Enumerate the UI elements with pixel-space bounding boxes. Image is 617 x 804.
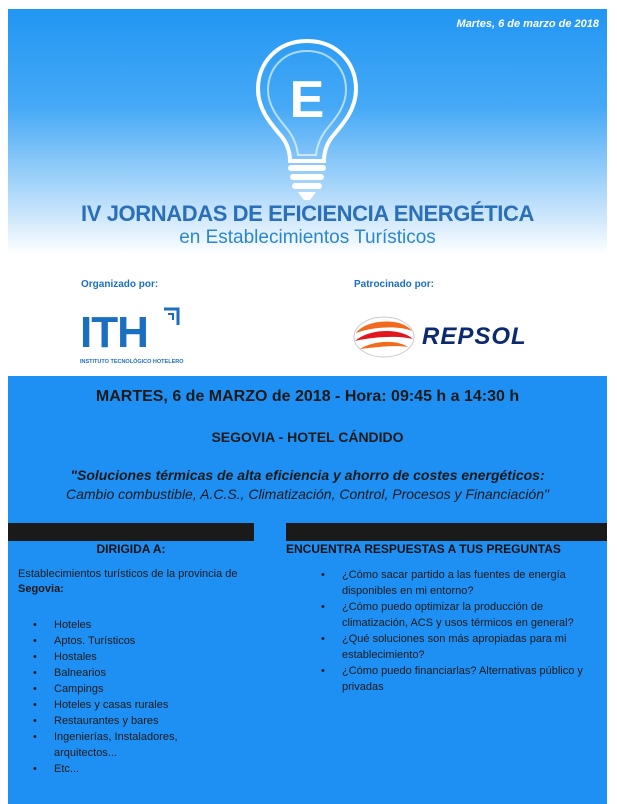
questions-heading: ENCUENTRA RESPUESTAS A TUS PREGUNTAS — [286, 541, 607, 557]
event-title: IV JORNADAS DE EFICIENCIA ENERGÉTICA — [81, 201, 534, 226]
organized-by-label: Organizado por: — [81, 279, 159, 290]
list-item: • Hostales — [30, 649, 230, 665]
ith-logo-mark — [158, 307, 182, 331]
ith-logo — [80, 307, 190, 367]
list-item: • Balnearios — [30, 665, 230, 681]
event-topic-line1: "Soluciones térmicas de alta eficiencia y ahorro de costes energéticos: — [70, 467, 545, 483]
event-subtitle: en Establecimientos Turísticos — [179, 227, 436, 248]
list-item: • Etc... — [30, 761, 230, 777]
list-item: • Aptos. Turísticos — [30, 633, 230, 649]
question-item: • ¿Cómo puedo optimizar la producción de climatización, ACS y usos térmicos en general? — [318, 599, 606, 631]
sponsors-section — [8, 255, 607, 376]
repsol-logo-icon — [352, 315, 416, 359]
list-item: • Hoteles y casas rurales — [30, 697, 230, 713]
hero-banner — [8, 9, 607, 255]
ith-logo-subtext: INSTITUTO TECNOLÓGICO HOTELERO — [80, 359, 184, 365]
question-item: • ¿Cómo sacar partido a las fuentes de energía disponibles en mi entorno? — [318, 567, 606, 599]
bulb-letter: E — [289, 71, 325, 129]
header-date: Martes, 6 de marzo de 2018 — [456, 18, 599, 30]
questions-header — [286, 523, 607, 557]
list-item: • Hoteles — [30, 617, 230, 633]
target-audience-intro — [18, 567, 248, 597]
question-item: • ¿Cómo puedo financiarlas? Alternativas público y privadas — [318, 663, 606, 695]
ith-logo-text: ITH — [80, 308, 148, 357]
repsol-logo-text: REPSOL — [422, 323, 527, 350]
list-item: • Campings — [30, 681, 230, 697]
event-location: SEGOVIA - HOTEL CÁNDIDO — [211, 429, 404, 445]
event-datetime: MARTES, 6 de MARZO de 2018 - Hora: 09:45 h a 14:30 h — [95, 388, 520, 405]
question-item: • ¿Qué soluciones son más apropiadas para mi establecimiento? — [318, 631, 606, 663]
list-item: • Ingenierías, Instaladores, arquitectos... — [30, 729, 230, 761]
target-audience-heading: DIRIGIDA A: — [8, 541, 254, 557]
target-audience-list — [30, 617, 230, 777]
target-audience-header — [8, 523, 254, 557]
event-flyer — [8, 9, 607, 804]
event-topic-line2: Cambio combustible, A.C.S., Climatización, Control, Procesos y Financiación" — [66, 486, 549, 502]
questions-list — [318, 567, 606, 695]
lightbulb-icon — [252, 37, 362, 202]
intro-province: Segovia: — [18, 583, 64, 595]
list-item: • Restaurantes y bares — [30, 713, 230, 729]
sponsored-by-label: Patrocinado por: — [354, 279, 435, 290]
intro-text: Establecimientos turísticos de la provincia de — [18, 568, 238, 580]
